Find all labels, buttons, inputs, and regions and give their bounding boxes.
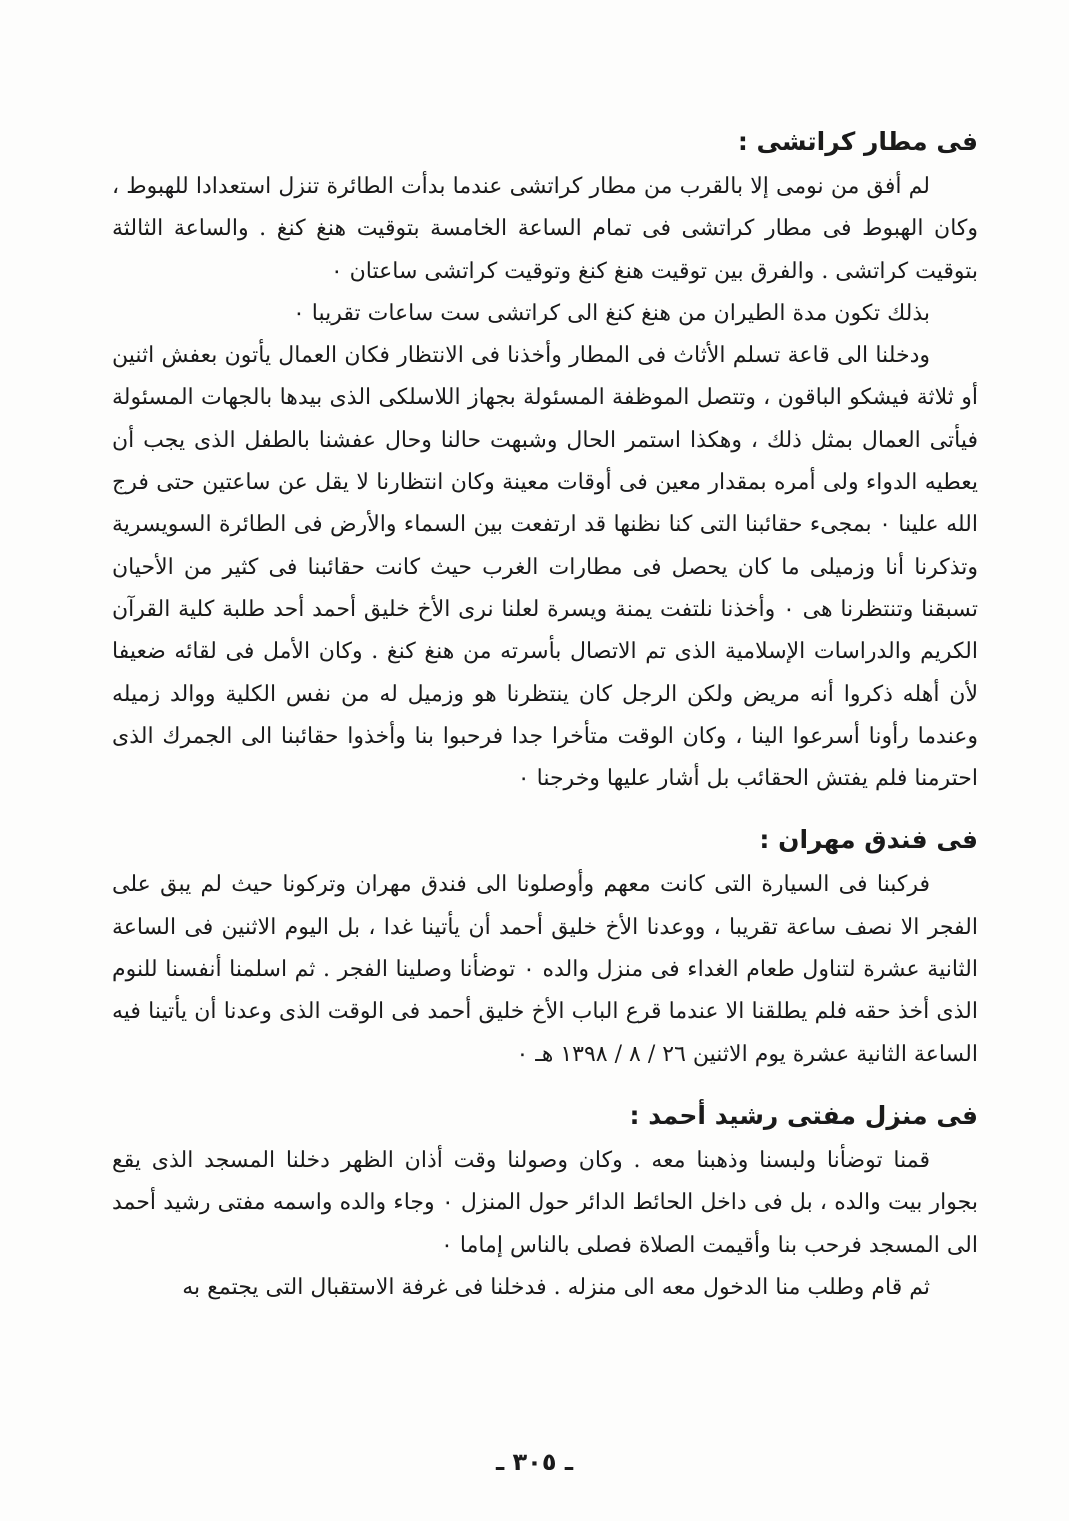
section-mehran-hotel [112,816,978,1075]
section-heading: فى فندق مهران : [759,825,978,855]
paragraph: بذلك تكون مدة الطيران من هنغ كنغ الى كراتشى ست ساعات تقريبا ٠ [292,300,930,326]
paragraph: قمنا توضأنا ولبسنا وذهبنا معه . وكان وصولنا وقت أذان الظهر دخلنا المسجد الذى يقع بجوار بيت والده ، بل فى داخل الحائط الدائر حول المنزل ٠ وجاء والده واسمه مفتى رشيد أحمد الى المسجد فرحب بنا وأقيمت الصلاة فصلى بالناس إماما ٠ [112,1147,978,1258]
page-number: ـ ٣٠٥ ـ [495,1448,574,1476]
section-mufti-house [112,1092,978,1309]
page-body [112,118,978,1325]
section-heading: فى مطار كراتشى : [737,127,978,156]
paragraph: ودخلنا الى قاعة تسلم الأثاث فى المطار وأخذنا فى الانتظار فكان العمال يأتون بعفش اثنين أو ثلاثة فيشكو الباقون ، وتتصل الموظفة المسئولة بجهاز اللاسلكى الذى بيدها بالجهات المسئولة فيأتى العمال بمثل ذلك ، وهكذا استمر الحال وشبهت حالنا وحال عفشنا بالطفل الذى يجب أن يعطيه الدواء ولى أمره بمقدار معين فى أوقات معينة وكان انتظارنا لا يقل عن ساعتين حتى فرج الله علينا ٠ بمجىء حقائبنا التى كنا نظنها قد ارتفعت بين السماء والأرض فى الطائرة السويسرية وتذكرنا أنا وزميلى ما كان يحصل فى مطارات الغرب حيث كانت حقائبنا فى كثير من الأحيان تسبقنا وتنتظرنا هى ٠ وأخذنا نلتفت يمنة ويسرة لعلنا نرى الأخ خليق أحمد أحد طلبة كلية القرآن الكريم والدراسات الإسلامية الذى تم الاتصال بأسرته من هنغ كنغ . وكان الأمل فى لقائه ضعيفا لأن أهله ذكروا أنه مريض ولكن الرجل كان ينتظرنا هو وزميل له من نفس الكلية ووالد زميله وعندما رأونا أسرعوا الينا ، وكان الوقت متأخرا جدا فرحبوا بنا وأخذوا حقائبنا الى الجمرك الذى احترمنا فلم يفتش الحقائب بل أشار عليها وخرجنا ٠ [112,343,979,792]
section-karachi-airport [112,118,978,800]
section-heading: فى منزل مفتى رشيد أحمد : [629,1100,978,1130]
paragraph: فركبنا فى السيارة التى كانت معهم وأوصلونا الى فندق مهران وتركونا حيث لم يبق على الفجر الا نصف ساعة تقريبا ، ووعدنا الأخ خليق أحمد أن يأتينا غدا ، بل اليوم الاثنين فى الساعة الثانية عشرة لتناول طعام الغداء فى منزل والده ٠ توضأنا وصلينا الفجر . ثم اسلمنا أنفسنا للنوم الذى أخذ حقه فلم يطلقنا الا عندما قرع الباب الأخ خليق أحمد فى الوقت الذى وعدنا أن يأتينا فيه الساعة الثانية عشرة يوم الاثنين ٢٦ / ٨ / ١٣٩٨ هـ ٠ [112,872,978,1067]
paragraph: لم أفق من نومى إلا بالقرب من مطار كراتشى عندما بدأت الطائرة تنزل استعدادا للهبوط ، وكان الهبوط فى مطار كراتشى فى تمام الساعة الخامسة بتوقيت هنغ كنغ . والساعة الثالثة بتوقيت كراتشى . والفرق بين توقيت هنغ كنغ وتوقيت كراتشى ساعتان ٠ [112,174,978,284]
paragraph: ثم قام وطلب منا الدخول معه الى منزله . فدخلنا فى غرفة الاستقبال التى يجتمع به [182,1274,930,1300]
